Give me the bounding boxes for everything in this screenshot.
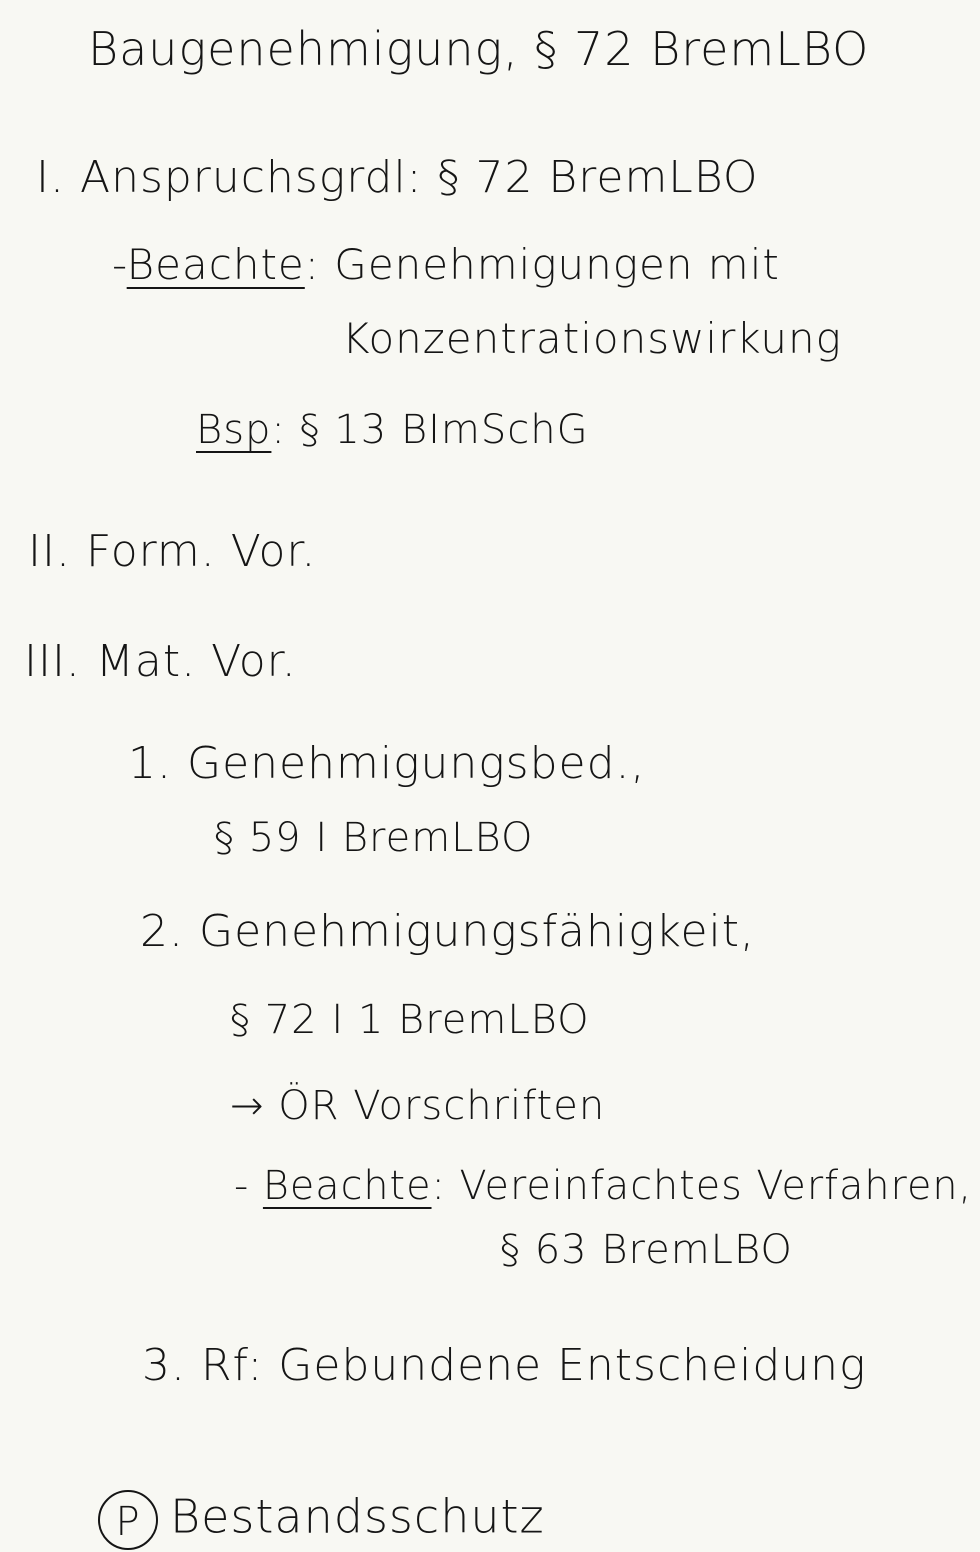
section-1-note-continuation: Konzentrationswirkung	[342, 314, 842, 363]
item-2-beachte-note	[234, 1163, 973, 1209]
item-2-line-2: § 72 I 1 BremLBO	[230, 997, 590, 1043]
section-1-note	[112, 240, 780, 289]
note-dash: -	[234, 1163, 250, 1209]
section-2-numeral: II.	[28, 526, 71, 577]
note-label-beachte: Beachte	[262, 1163, 432, 1209]
section-1-heading	[36, 152, 759, 203]
item-2-line-1: 2. Genehmigungsfähigkeit,	[140, 906, 755, 957]
section-3-numeral: III.	[24, 636, 81, 687]
section-2-heading	[28, 526, 317, 577]
item-2-arrow-note: → ÖR Vorschriften	[230, 1083, 606, 1129]
problem-line	[98, 1490, 545, 1550]
example-text: : § 13 BImSchG	[271, 407, 589, 453]
document-title: Baugenehmigung, § 72 BremLBO	[88, 22, 870, 76]
section-1-title: Anspruchsgrdl: § 72 BremLBO	[79, 152, 759, 203]
example-label-bsp: Bsp	[196, 407, 272, 453]
item-1-line-1: 1. Genehmigungsbed.,	[128, 738, 646, 789]
section-1-example	[196, 407, 589, 453]
section-2-title: Form. Vor.	[85, 526, 317, 577]
note-text: : Genehmigungen mit	[304, 240, 780, 289]
problem-circle-icon: P	[98, 1490, 158, 1550]
section-1-numeral: I.	[36, 152, 65, 203]
problem-text: Bestandsschutz	[170, 1489, 545, 1544]
item-1-line-2: § 59 I BremLBO	[214, 815, 534, 861]
section-3-heading	[24, 636, 297, 687]
note-dash: -	[112, 240, 127, 289]
item-3: 3. Rf: Gebundene Entscheidung	[142, 1340, 867, 1391]
section-3-title: Mat. Vor.	[95, 636, 297, 687]
note-text: : Vereinfachtes Verfahren,	[431, 1163, 973, 1209]
item-2-beachte-continuation: § 63 BremLBO	[500, 1227, 793, 1273]
note-label-beachte: Beachte	[126, 240, 305, 289]
